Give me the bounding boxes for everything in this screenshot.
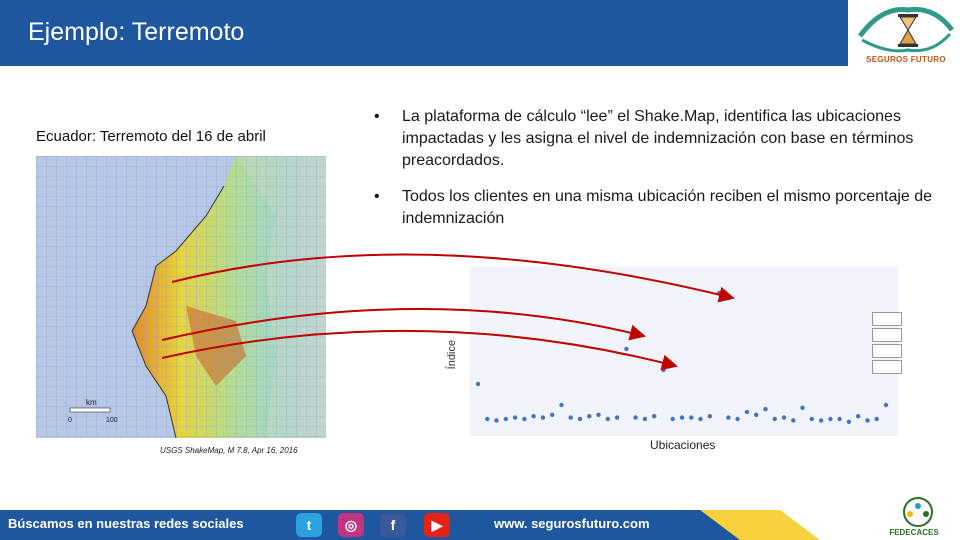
scatter-point <box>837 417 841 421</box>
hourglass-icon <box>852 0 960 56</box>
scatter-point <box>531 414 535 418</box>
scatter-point <box>698 417 702 421</box>
slide-title: Ejemplo: Terremoto <box>28 18 245 46</box>
scatter-point <box>615 415 619 419</box>
scatter-point <box>633 415 637 419</box>
scatter-point <box>494 418 498 422</box>
scatter-point <box>587 414 591 418</box>
website-link[interactable]: www. segurosfuturo.com <box>494 516 650 531</box>
header <box>0 0 960 66</box>
scale-unit: km <box>86 398 97 407</box>
scatter-point <box>884 403 888 407</box>
legend-swatch <box>872 328 902 342</box>
scatter-point <box>485 417 489 421</box>
facebook-icon[interactable]: f <box>380 513 406 537</box>
x-axis-label: Ubicaciones <box>650 438 716 452</box>
scatter-point <box>689 415 693 419</box>
scatter-point <box>559 403 563 407</box>
scatter-point <box>708 414 712 418</box>
scatter-point <box>773 417 777 421</box>
scatter-point <box>569 415 573 419</box>
legend-swatch <box>872 344 902 358</box>
scatter-point <box>856 414 860 418</box>
scatter-point <box>661 368 665 372</box>
bullet-list <box>374 106 934 244</box>
scatter-point <box>717 291 721 295</box>
scatter-point <box>606 417 610 421</box>
scatter-point <box>745 410 749 414</box>
map-title: Ecuador: Terremoto del 16 de abril <box>36 128 266 145</box>
scatter-point <box>476 382 480 386</box>
logo-text: SEGUROS FUTURO <box>866 55 946 64</box>
scatter-point <box>643 417 647 421</box>
partner-name: FEDECACES <box>889 528 939 537</box>
scatter-point <box>810 417 814 421</box>
bullet-marker: • <box>374 188 380 205</box>
y-axis-label: Índice <box>446 340 458 370</box>
bullet-item <box>374 186 934 230</box>
scatter-point <box>541 415 545 419</box>
bullet-marker: • <box>374 108 380 125</box>
scatter-point <box>865 418 869 422</box>
scatter-point <box>680 415 684 419</box>
scatter-plot-area <box>470 266 898 436</box>
scatter-point <box>875 417 879 421</box>
scatter-point <box>782 415 786 419</box>
shakemap-image <box>36 156 326 438</box>
map-caption: USGS ShakeMap, M 7.8, Apr 16, 2016 <box>160 446 298 455</box>
twitter-icon[interactable]: t <box>296 513 322 537</box>
instagram-icon[interactable]: ◎ <box>338 513 364 537</box>
scale-start: 0 <box>68 417 72 424</box>
legend-swatch <box>872 360 902 374</box>
scatter-point <box>726 415 730 419</box>
scatter-point <box>735 417 739 421</box>
scatter-point <box>550 413 554 417</box>
scale-bar <box>70 408 110 412</box>
scatter-point <box>819 418 823 422</box>
scatter-point <box>504 417 508 421</box>
bullet-item <box>374 106 934 172</box>
bullet-text: La plataforma de cálculo “lee” el Shake.Map, identifica las ubicaciones impactadas y les asigna el nivel de indemnización con base en términos preacordados. <box>402 108 914 169</box>
scatter-point <box>800 406 804 410</box>
footer-social-text: Búscamos en nuestras redes sociales <box>8 516 244 531</box>
scatter-point <box>847 420 851 424</box>
legend-swatch <box>872 312 902 326</box>
youtube-icon[interactable]: ▶ <box>424 513 450 537</box>
bullet-text: Todos los clientes en una misma ubicación reciben el mismo porcentaje de indemnización <box>402 188 933 227</box>
scatter-point <box>596 413 600 417</box>
scatter-point <box>671 417 675 421</box>
scatter-point <box>624 347 628 351</box>
scatter-point <box>763 407 767 411</box>
scatter-point <box>513 415 517 419</box>
scatter-point <box>578 417 582 421</box>
scatter-point <box>828 417 832 421</box>
scatter-plot <box>470 266 898 436</box>
scale-end: 100 <box>106 417 118 424</box>
scatter-point <box>754 413 758 417</box>
scatter-point <box>652 414 656 418</box>
seguros-futuro-logo <box>852 0 960 66</box>
scatter-point <box>522 417 526 421</box>
scatter-point <box>791 418 795 422</box>
